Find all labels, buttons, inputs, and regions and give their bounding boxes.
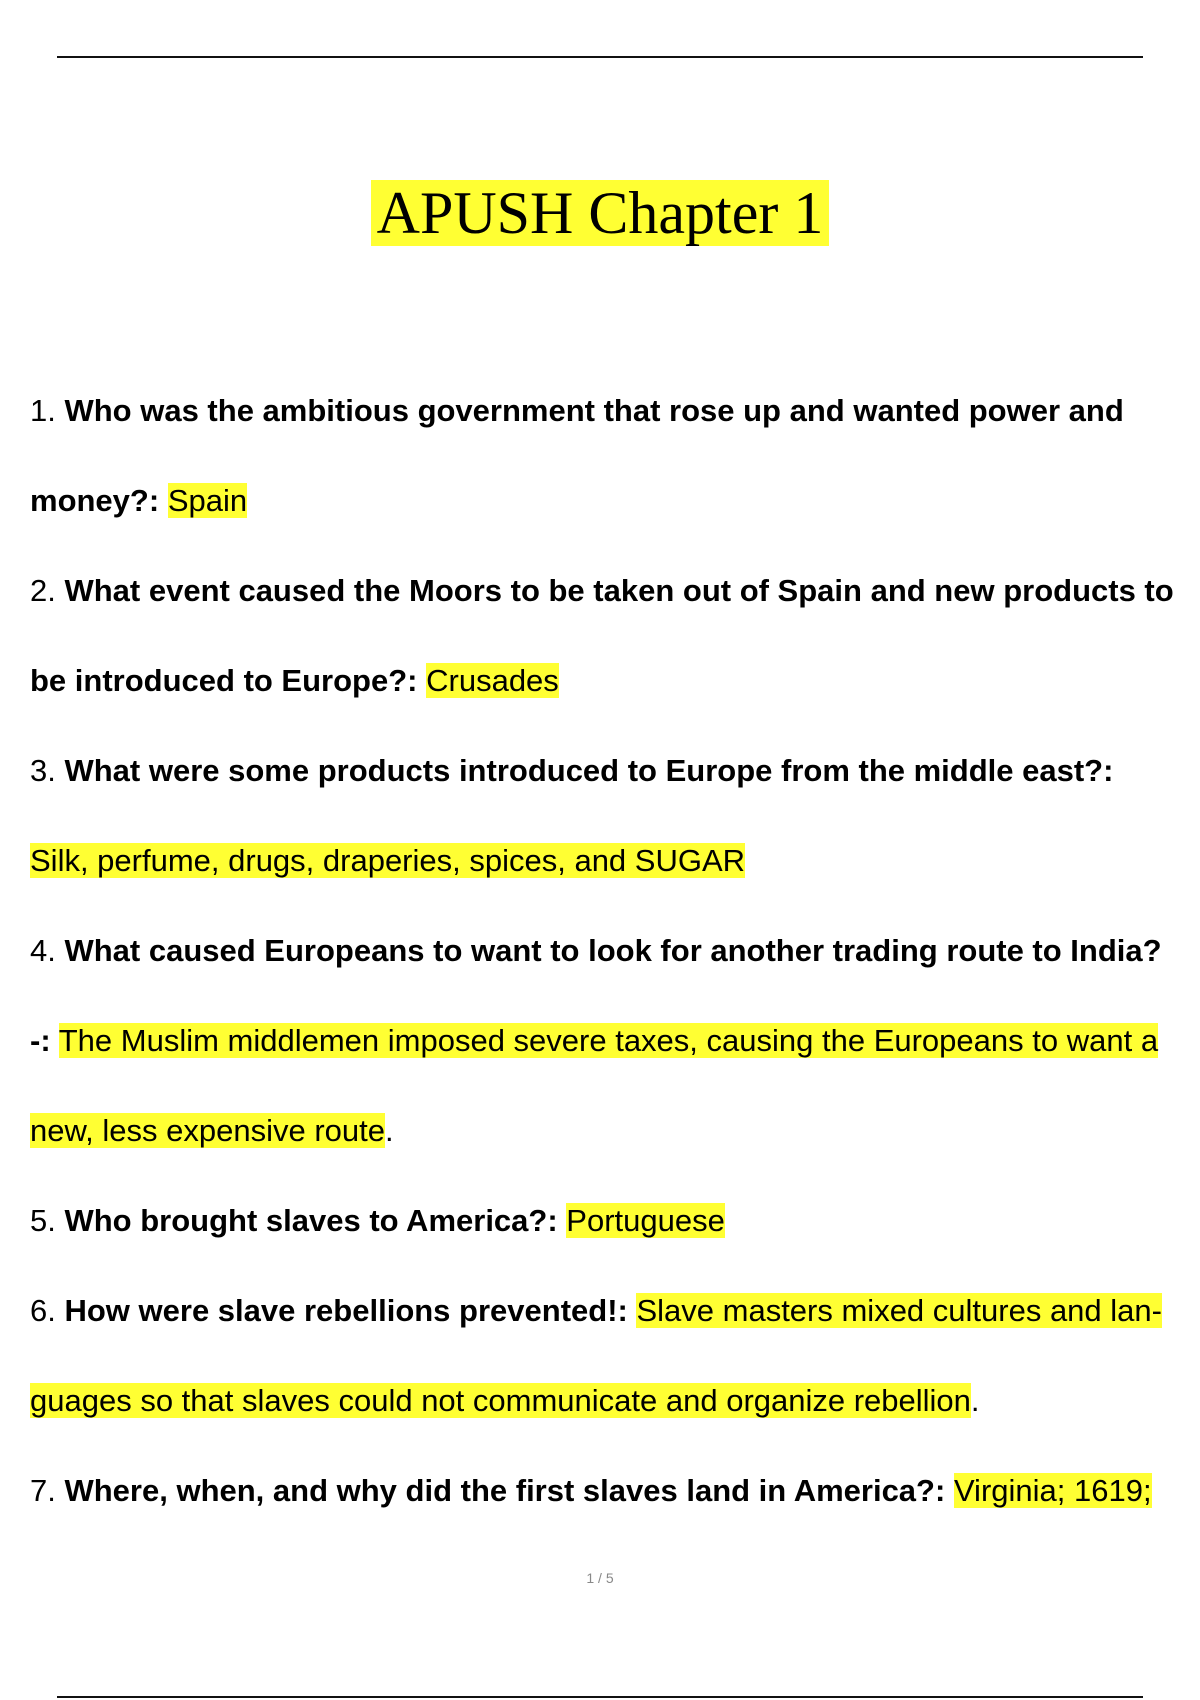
page-title: APUSH Chapter 1 — [371, 180, 830, 246]
question-list — [30, 366, 1175, 1536]
answer-tail: . — [385, 1113, 394, 1148]
answer-highlight: Crusades — [426, 663, 559, 698]
answer-highlight: Portuguese — [566, 1203, 725, 1238]
question-text: What event caused the Moors to be taken out of Spain and new products to be introduced to Europe?: — [30, 573, 1174, 698]
answer-highlight: Slave masters mixed cultures and lan- guages so that slaves could not communicate and organize rebellion — [30, 1293, 1162, 1418]
question-item-6 — [30, 1266, 1175, 1446]
question-item-7 — [30, 1446, 1175, 1536]
question-item-2 — [30, 546, 1175, 726]
question-text: Who was the ambitious government that rose up and wanted power and money?: — [30, 393, 1124, 518]
question-text: Where, when, and why did the first slaves land in America?: — [64, 1473, 946, 1508]
question-item-4 — [30, 906, 1175, 1176]
question-text: How were slave rebellions prevented!: — [64, 1293, 628, 1328]
answer-highlight: Spain — [167, 483, 248, 518]
page-indicator: 1 / 5 — [586, 1570, 614, 1586]
answer-highlight: Silk, perfume, drugs, draperies, spices, and SUGAR — [30, 843, 746, 878]
answer-highlight: Virginia; 1619; — [953, 1473, 1152, 1508]
question-number: 2. — [30, 573, 56, 608]
answer-tail: . — [970, 1383, 980, 1418]
question-number: 4. — [30, 933, 56, 968]
question-number: 6. — [30, 1293, 56, 1328]
question-text: Who brought slaves to America?: — [64, 1203, 558, 1238]
question-number: 3. — [30, 753, 56, 788]
top-rule — [57, 56, 1143, 58]
question-text: What were some products introduced to Europe from the middle east?: — [64, 753, 1114, 788]
question-number: 1. — [30, 393, 56, 428]
question-number: 5. — [30, 1203, 56, 1238]
answer-highlight: The Muslim middlemen imposed severe taxes, causing the Europeans to want a new, less expensive route — [30, 1023, 1159, 1148]
question-item-1 — [30, 366, 1175, 546]
question-text: What caused Europeans to want to look for another trading route to India?-: — [30, 933, 1162, 1058]
question-item-3 — [30, 726, 1175, 906]
question-item-5 — [30, 1176, 1175, 1266]
bottom-rule — [57, 1696, 1143, 1698]
title-container — [0, 180, 1200, 246]
question-number: 7. — [30, 1473, 56, 1508]
